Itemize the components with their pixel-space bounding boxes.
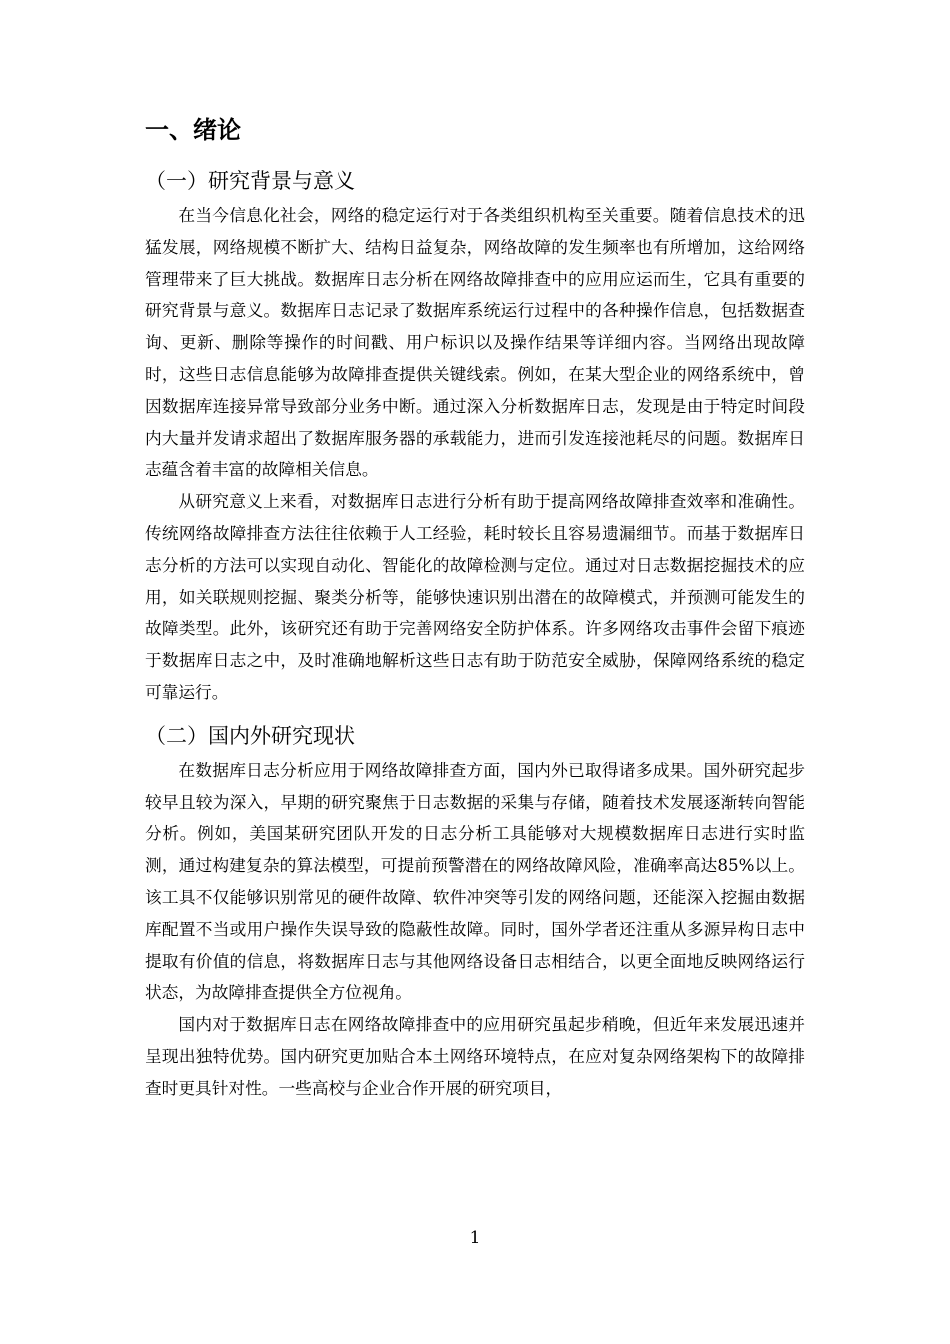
section-heading-research-status: （二）国内外研究现状 bbox=[145, 723, 355, 748]
page-number: 1 bbox=[469, 1228, 481, 1248]
document-page bbox=[145, 112, 805, 1105]
paragraph-foreign-research: 在数据库日志分析应用于网络故障排查方面，国内外已取得诸多成果。国外研究起步较早且较为深入，早期的研究聚焦于日志数据的采集与存储，随着技术发展逐渐转向智能分析。例如，美国某研究团队开发的日志分析工具能够对大规模数据库日志进行实时监测，通过构建复杂的算法模型，可提前预警潜在的网络故障风险，准确率高达85%以上。该工具不仅能够识别常见的硬件故障、软件冲突等引发的网络问题，还能深入挖掘由数据库配置不当或用户操作失误导致的隐蔽性故障。同时，国外学者还注重从多源异构日志中提取有价值的信息，将数据库日志与其他网络设备日志相结合，以更全面地反映网络运行状态，为故障排查提供全方位视角。 bbox=[145, 759, 805, 1003]
chapter-title: 一、绪论 bbox=[145, 116, 241, 144]
paragraph-background: 在当今信息化社会，网络的稳定运行对于各类组织机构至关重要。随着信息技术的迅猛发展，网络规模不断扩大、结构日益复杂，网络故障的发生频率也有所增加，这给网络管理带来了巨大挑战。数据库日志分析在网络故障排查中的应用应运而生，它具有重要的研究背景与意义。数据库日志记录了数据库系统运行过程中的各种操作信息，包括数据查询、更新、删除等操作的时间戳、用户标识以及操作结果等详细内容。当网络出现故障时，这些日志信息能够为故障排查提供关键线索。例如，在某大型企业的网络系统中，曾因数据库连接异常导致部分业务中断。通过深入分析数据库日志，发现是由于特定时间段内大量并发请求超出了数据库服务器的承载能力，进而引发连接池耗尽的问题。数据库日志蕴含着丰富的故障相关信息。 bbox=[145, 205, 805, 480]
section-heading-background: （一）研究背景与意义 bbox=[145, 169, 355, 193]
paragraph-domestic-research: 国内对于数据库日志在网络故障排查中的应用研究虽起步稍晚，但近年来发展迅速并呈现出独特优势。国内研究更加贴合本土网络环境特点，在应对复杂网络架构下的故障排查时更具针对性。一些高校与企业合作开展的研究项目， bbox=[145, 1014, 805, 1098]
paragraph-significance: 从研究意义上来看，对数据库日志进行分析有助于提高网络故障排查效率和准确性。传统网络故障排查方法往往依赖于人工经验，耗时较长且容易遗漏细节。而基于数据库日志分析的方法可以实现自动化、智能化的故障检测与定位。通过对日志数据挖掘技术的应用，如关联规则挖掘、聚类分析等，能够快速识别出潜在的故障模式，并预测可能发生的故障类型。此外，该研究还有助于完善网络安全防护体系。许多网络攻击事件会留下痕迹于数据库日志之中，及时准确地解析这些日志有助于防范安全威胁，保障网络系统的稳定可靠运行。 bbox=[145, 491, 805, 702]
